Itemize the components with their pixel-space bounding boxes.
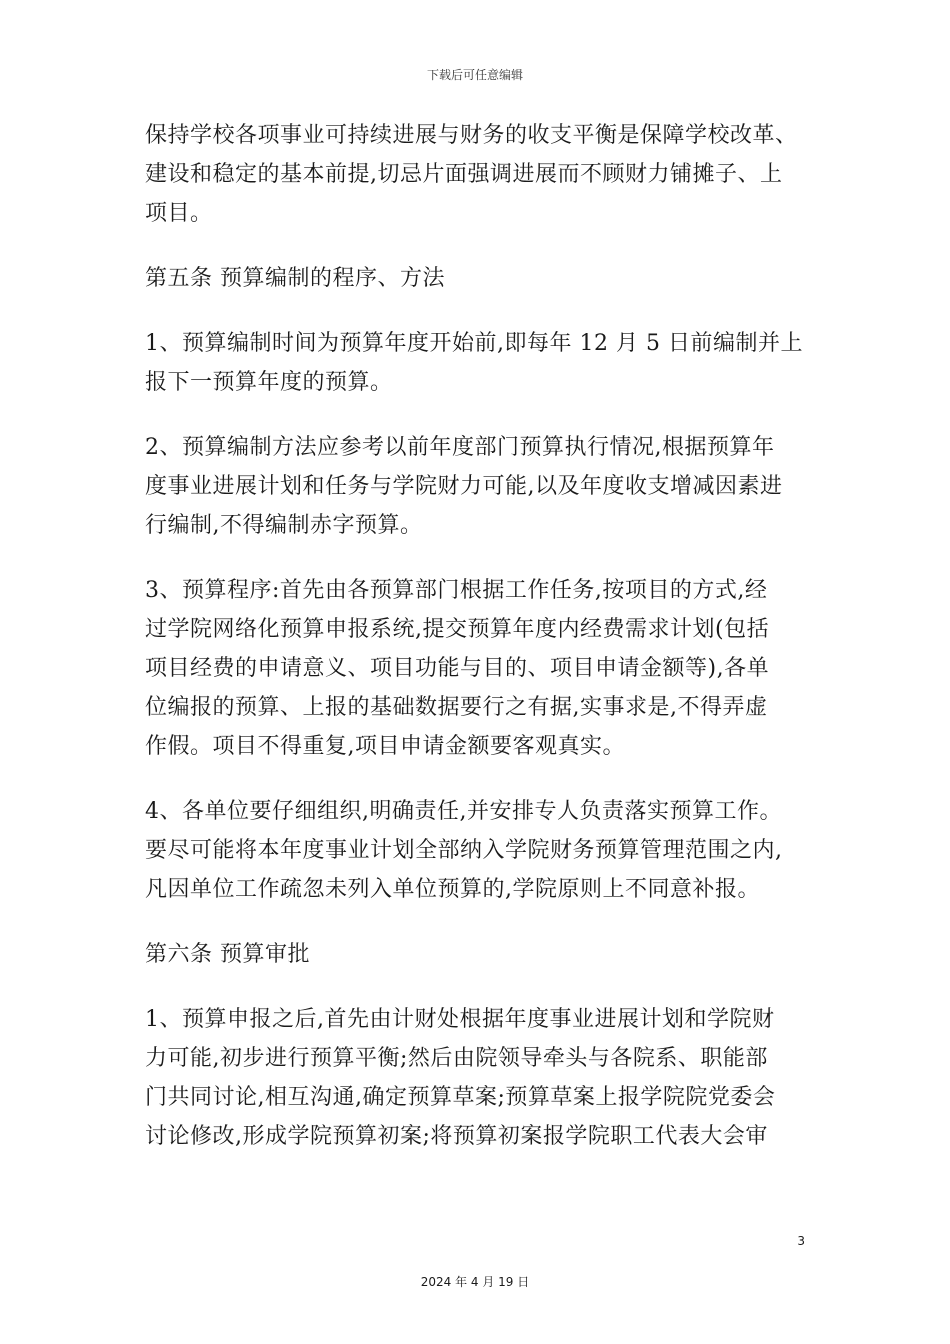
text-line: 建设和稳定的基本前提,切忌片面强调进展而不顾财力铺摊子、上 xyxy=(145,162,783,187)
paragraph-approval-item-1 xyxy=(145,1000,820,1156)
text-line: 门共同讨论,相互沟通,确定预算草案;预算草案上报学院院党委会 xyxy=(145,1085,776,1110)
text-line: 4、各单位要仔细组织,明确责任,并安排专人负责落实预算工作。 xyxy=(145,799,782,824)
text-line: 1、预算申报之后,首先由计财处根据年度事业进展计划和学院财 xyxy=(145,1007,775,1032)
text-line: 作假。项目不得重复,项目申请金额要客观真实。 xyxy=(145,734,625,759)
text-line: 要尽可能将本年度事业计划全部纳入学院财务预算管理范围之内, xyxy=(145,838,783,863)
text-line: 位编报的预算、上报的基础数据要行之有据,实事求是,不得弄虚 xyxy=(145,695,768,720)
paragraph-balance-principle xyxy=(145,116,820,233)
section-heading-article-6 xyxy=(145,935,820,974)
text-line: 行编制,不得编制赤字预算。 xyxy=(145,513,423,538)
text-line: 保持学校各项事业可持续进展与财务的收支平衡是保障学校改革、 xyxy=(145,123,798,148)
text-line: 1、预算编制时间为预算年度开始前,即每年 12 月 5 日前编制并上 xyxy=(145,331,803,356)
heading-text: 第五条 预算编制的程序、方法 xyxy=(145,266,445,291)
text-line: 过学院网络化预算申报系统,提交预算年度内经费需求计划(包括 xyxy=(145,617,770,642)
document-body xyxy=(145,116,820,1182)
text-line: 力可能,初步进行预算平衡;然后由院领导牵头与各院系、职能部 xyxy=(145,1046,768,1071)
text-line: 项目经费的申请意义、项目功能与目的、项目申请金额等),各单 xyxy=(145,656,770,681)
paragraph-item-3-procedure xyxy=(145,571,820,766)
text-line: 度事业进展计划和任务与学院财力可能,以及年度收支增减因素进 xyxy=(145,474,783,499)
footer-date: 2024 年 4 月 19 日 xyxy=(420,1275,530,1289)
heading-text: 第六条 预算审批 xyxy=(145,942,310,967)
paragraph-item-2-method xyxy=(145,428,820,545)
page-number: 3 xyxy=(797,1234,805,1248)
section-heading-article-5 xyxy=(145,259,820,298)
text-line: 2、预算编制方法应参考以前年度部门预算执行情况,根据预算年 xyxy=(145,435,775,460)
text-line: 报下一预算年度的预算。 xyxy=(145,370,393,395)
page-header: 下载后可任意编辑 xyxy=(426,68,523,82)
paragraph-item-1-timing xyxy=(145,324,820,402)
paragraph-item-4-organization xyxy=(145,792,820,909)
text-line: 凡因单位工作疏忽未列入单位预算的,学院原则上不同意补报。 xyxy=(145,877,760,902)
text-line: 讨论修改,形成学院预算初案;将预算初案报学院职工代表大会审 xyxy=(145,1124,768,1149)
text-line: 3、预算程序:首先由各预算部门根据工作任务,按项目的方式,经 xyxy=(145,578,768,603)
text-line: 项目。 xyxy=(145,201,213,226)
